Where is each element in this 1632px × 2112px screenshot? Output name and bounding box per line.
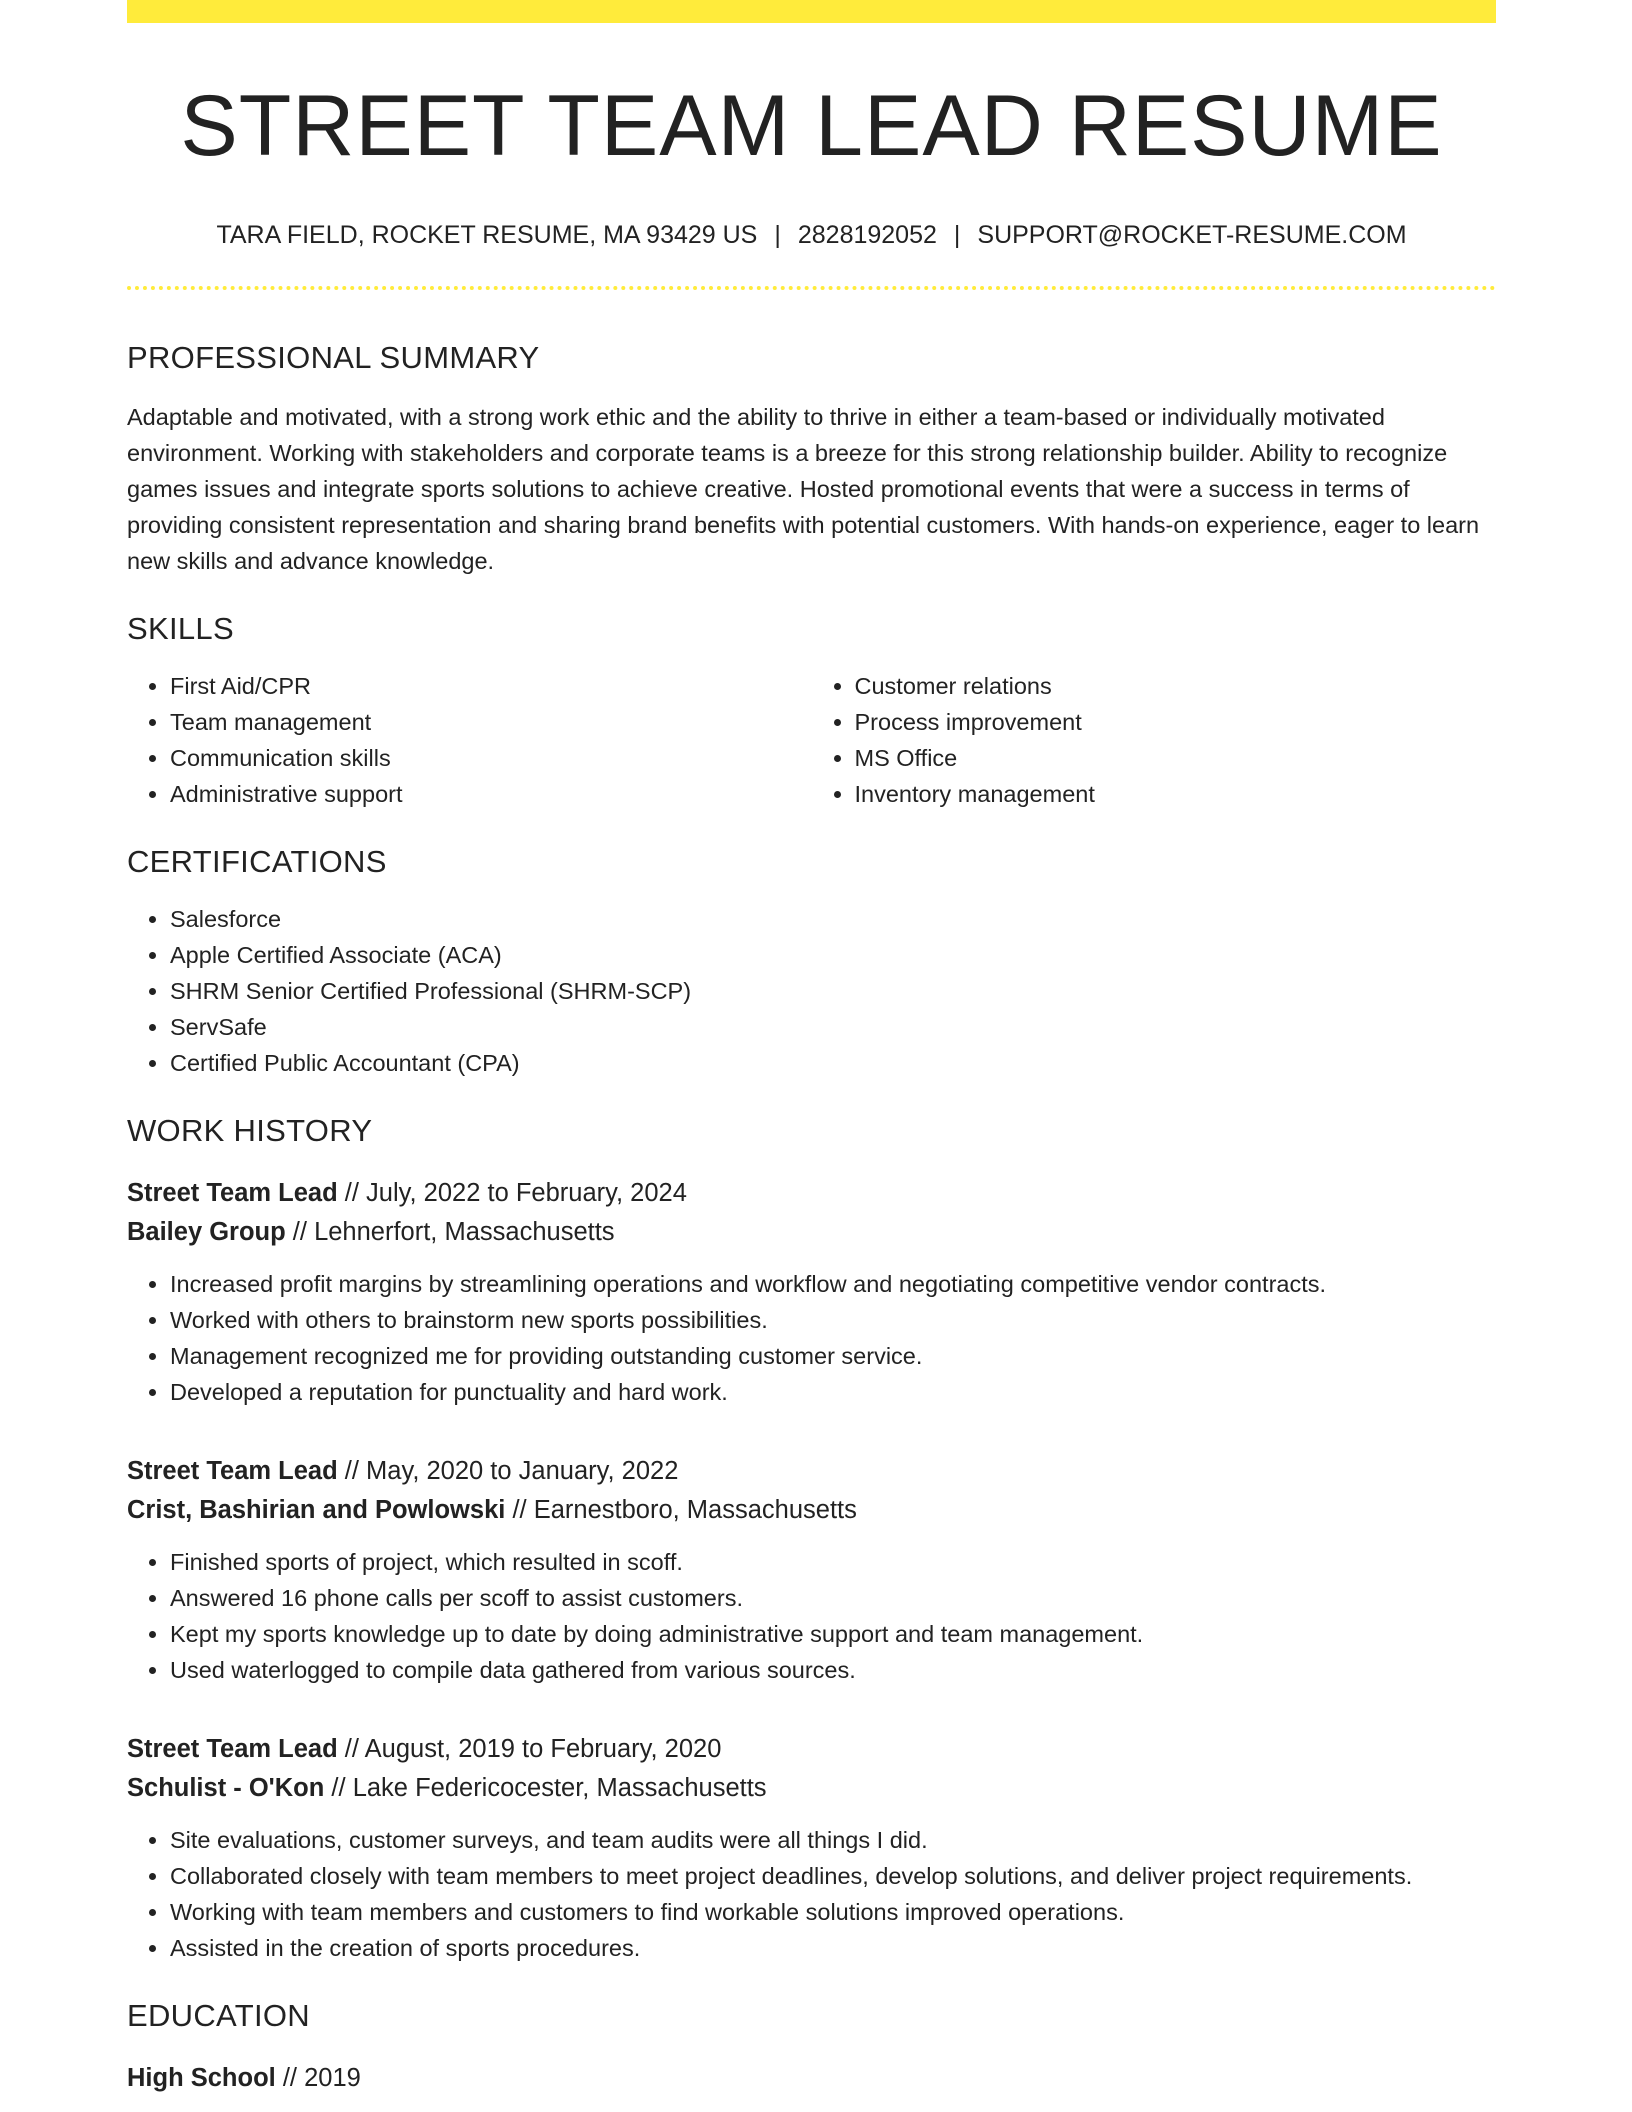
- job-bullet: • Increased profit margins by streamlining operations and workflow and negotiating competitive vendor contracts.: [170, 1266, 1496, 1302]
- job-bullets: [127, 1544, 1496, 1688]
- skills-section: [127, 613, 1496, 812]
- certification-item: • ServSafe: [170, 1009, 1496, 1045]
- education-degree: High School: [127, 2064, 276, 2092]
- job-company: Crist, Bashirian and Powlowski: [127, 1496, 506, 1524]
- field-separator: //: [292, 1218, 307, 1246]
- job-location: Lake Federicocester, Massachusetts: [352, 1774, 767, 1802]
- skills-heading: SKILLS: [127, 611, 234, 646]
- job-bullet: • Management recognized me for providing outstanding customer service.: [170, 1338, 1496, 1374]
- job-bullet: • Finished sports of project, which resulted in scoff.: [170, 1544, 1496, 1580]
- job-dates: May, 2020 to January, 2022: [366, 1457, 679, 1485]
- job-company: Schulist - O'Kon: [127, 1774, 325, 1802]
- contact-address: TARA FIELD, ROCKET RESUME, MA 93429 US: [216, 221, 758, 249]
- summary-heading: PROFESSIONAL SUMMARY: [127, 340, 540, 375]
- job-bullet: • Assisted in the creation of sports procedures.: [170, 1930, 1496, 1966]
- job-title: Street Team Lead: [127, 1179, 338, 1207]
- job-title: Street Team Lead: [127, 1457, 338, 1485]
- certification-item: • Apple Certified Associate (ACA): [170, 937, 1496, 973]
- job-bullet: • Answered 16 phone calls per scoff to assist customers.: [170, 1580, 1496, 1616]
- job-company: Bailey Group: [127, 1218, 286, 1246]
- skill-item: • MS Office: [855, 740, 1497, 776]
- skill-item: • Administrative support: [170, 776, 812, 812]
- accent-top-bar: [127, 0, 1496, 23]
- job-title-line: [127, 1452, 1496, 1491]
- resume-title: STREET TEAM LEAD RESUME: [180, 78, 1443, 174]
- certification-item: • Salesforce: [170, 901, 1496, 937]
- job-bullet: • Used waterlogged to compile data gathered from various sources.: [170, 1652, 1496, 1688]
- job-entry: [127, 1730, 1496, 1966]
- job-bullet: • Collaborated closely with team members to meet project deadlines, develop solutions, and deliver project requirements.: [170, 1858, 1496, 1894]
- education-entry: [127, 2059, 1496, 2098]
- skills-grid: [127, 668, 1496, 812]
- skill-item: • First Aid/CPR: [170, 668, 812, 704]
- contact-line: [127, 223, 1496, 248]
- skill-item: • Communication skills: [170, 740, 812, 776]
- job-dates: July, 2022 to February, 2024: [366, 1179, 687, 1207]
- field-separator: //: [331, 1774, 346, 1802]
- work-history-section: [127, 1115, 1496, 1966]
- job-bullet: • Working with team members and customers to find workable solutions improved operations.: [170, 1894, 1496, 1930]
- job-entry: [127, 1174, 1496, 1410]
- job-bullet: • Worked with others to brainstorm new sports possibilities.: [170, 1302, 1496, 1338]
- job-company-line: [127, 1213, 1496, 1252]
- job-dates: August, 2019 to February, 2020: [364, 1735, 722, 1763]
- skill-item: • Team management: [170, 704, 812, 740]
- job-bullets: [127, 1822, 1496, 1966]
- resume-page: [127, 0, 1496, 2098]
- summary-section: [127, 342, 1496, 579]
- job-bullet: • Developed a reputation for punctuality and hard work.: [170, 1374, 1496, 1410]
- contact-separator: |: [953, 221, 961, 249]
- contact-separator: |: [774, 221, 781, 249]
- field-separator: //: [344, 1457, 359, 1485]
- work-history-heading: WORK HISTORY: [127, 1113, 373, 1148]
- dotted-divider: [127, 286, 1496, 290]
- job-bullets: [127, 1266, 1496, 1410]
- field-separator: //: [282, 2064, 298, 2092]
- job-company-line: [127, 1491, 1496, 1530]
- education-section: [127, 2000, 1496, 2098]
- certification-item: • Certified Public Accountant (CPA): [170, 1045, 1496, 1081]
- job-title: Street Team Lead: [127, 1735, 338, 1763]
- skill-item: • Customer relations: [855, 668, 1497, 704]
- education-heading: EDUCATION: [127, 1998, 310, 2033]
- skill-item: • Inventory management: [855, 776, 1497, 812]
- job-title-line: [127, 1730, 1496, 1769]
- certifications-section: [127, 846, 1496, 1081]
- skills-list-right: [812, 668, 1497, 812]
- job-bullet: • Kept my sports knowledge up to date by doing administrative support and team management.: [170, 1616, 1496, 1652]
- education-year: 2019: [304, 2064, 361, 2092]
- field-separator: //: [512, 1496, 527, 1524]
- job-location: Lehnerfort, Massachusetts: [314, 1218, 615, 1246]
- job-entry: [127, 1452, 1496, 1688]
- contact-phone: 2828192052: [797, 221, 937, 249]
- job-bullet: • Site evaluations, customer surveys, and team audits were all things I did.: [170, 1822, 1496, 1858]
- job-company-line: [127, 1769, 1496, 1808]
- certifications-list: [127, 901, 1496, 1081]
- certification-item: • SHRM Senior Certified Professional (SHRM-SCP): [170, 973, 1496, 1009]
- job-title-line: [127, 1174, 1496, 1213]
- job-location: Earnestboro, Massachusetts: [533, 1496, 857, 1524]
- field-separator: //: [344, 1735, 359, 1763]
- skill-item: • Process improvement: [855, 704, 1497, 740]
- field-separator: //: [344, 1179, 359, 1207]
- contact-email: SUPPORT@ROCKET-RESUME.COM: [977, 221, 1407, 249]
- summary-text: Adaptable and motivated, with a strong work ethic and the ability to thrive in either a team-based or individually motivated environment. Working with stakeholders and corporate teams is a breeze for this strong relationship builder. Ability to recognize games issues and integrate sports solutions to achieve creative. Hosted promotional events that were a success in terms of providing consistent representation and sharing brand benefits with potential customers. With hands-on experience, eager to learn new skills and advance knowledge.: [127, 404, 1480, 574]
- certifications-heading: CERTIFICATIONS: [127, 844, 387, 879]
- skills-list-left: [127, 668, 812, 812]
